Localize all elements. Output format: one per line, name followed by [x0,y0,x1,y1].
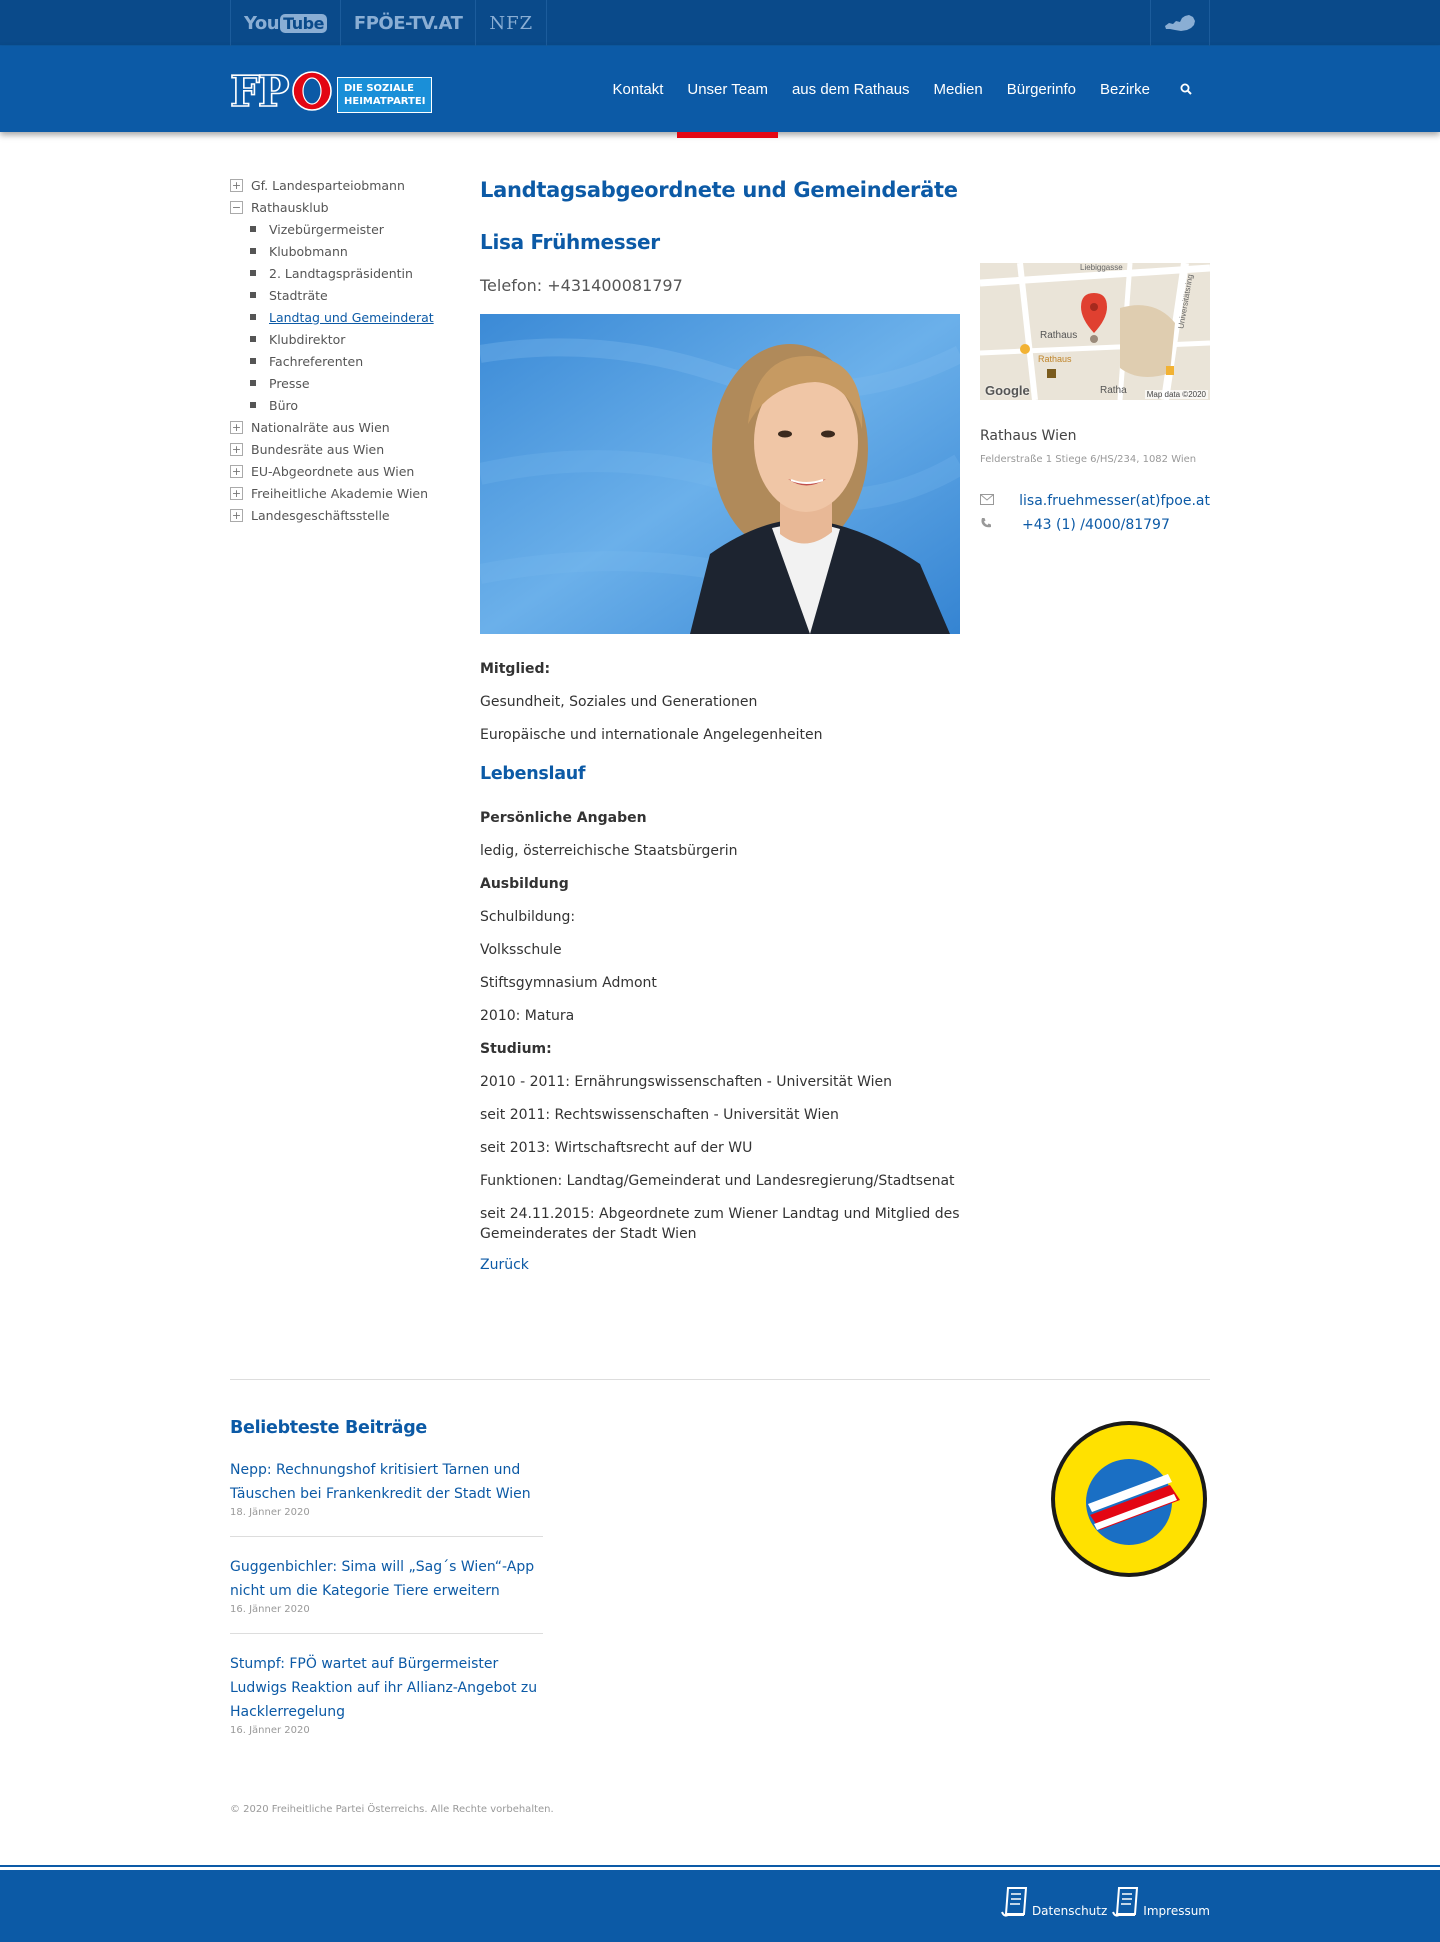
back-link[interactable]: Zurück [480,1257,529,1273]
nav-unser-team[interactable]: Unser Team [677,46,778,132]
cv-line: ledig, österreichische Staatsbürgerin [480,843,738,859]
datenschutz-label: Datenschutz [1031,1904,1108,1918]
logo-tagline-line1: DIE SOZIALE [344,82,414,94]
cv-line: seit 24.11.2015: Abgeordnete zum Wiener Landtag und Mitglied des Gemeinderates der Stadt Wien [480,1206,960,1242]
envelope-icon [980,493,1019,509]
fpo-logo[interactable] [230,70,432,119]
sidebar-subitem-stadtraete[interactable] [230,284,480,306]
cv-line: 2010: Matura [480,1008,575,1024]
sidebar-subitem-landtag-gemeinderat[interactable] [230,306,480,328]
sidebar-item-eu-abgeordnete[interactable] [230,460,480,482]
post-date: 18. Jänner 2020 [230,1507,310,1518]
portrait-illustration [480,314,960,634]
sidebar-item-label[interactable]: Fachreferenten [269,353,364,369]
nav-kontakt[interactable]: Kontakt [612,80,664,98]
email-link[interactable]: lisa.fruehmesser(at)fpoe.at [1019,493,1210,509]
fpo-logo-wordmark [230,70,335,119]
post-date: 16. Jänner 2020 [230,1725,310,1736]
person-telefon: Telefon: +431400081797 [480,276,683,295]
map-image [980,263,1210,400]
map-street-label: Liebiggasse [1080,263,1123,272]
sidebar-item-label[interactable]: Vizebürgermeister [269,221,384,237]
nav-medien[interactable]: Medien [933,80,983,98]
sidebar-item-label[interactable]: Bundesräte aus Wien [251,441,385,457]
sidebar-item-landesparteiobmann[interactable] [230,174,480,196]
post-link[interactable]: Stumpf: FPÖ wartet auf Bürgermeister Ludwigs Reaktion auf ihr Allianz-Angebot zu Hacklerregelung [230,1656,538,1720]
campaign-badge [1050,1420,1210,1580]
main-header [0,46,1440,132]
phone-icon [980,517,1022,533]
person-name: Lisa Frühmesser [480,230,660,254]
map-place-label: Rathaus [1040,330,1078,341]
popular-posts-title: Beliebteste Beiträge [230,1418,427,1438]
location-map[interactable] [980,263,1210,400]
search-button[interactable] [1164,46,1210,132]
post-item [230,1458,543,1537]
austria-map-icon [1163,12,1197,34]
expand-icon[interactable]: + [231,464,242,478]
expand-icon[interactable]: + [231,486,242,500]
expand-icon[interactable]: + [231,178,242,192]
sidebar-item-label[interactable]: Nationalräte aus Wien [251,419,390,435]
youtube-logo-tube: Tube [280,14,327,33]
expand-icon[interactable]: + [231,508,242,522]
svg-text:FP: FP [230,70,288,112]
contact-phone-row [980,513,1210,537]
location-name: Rathaus Wien [980,428,1077,444]
collapse-icon[interactable]: − [231,200,242,214]
post-item [230,1555,543,1634]
sidebar-item-nationalraete[interactable] [230,416,480,438]
sidebar-subitem-buero[interactable] [230,394,480,416]
sidebar-item-label[interactable]: Landtag und Gemeinderat [269,309,434,325]
nav-buergerinfo[interactable]: Bürgerinfo [1006,80,1076,98]
sidebar-item-label[interactable]: Büro [269,397,299,413]
cv-line: Funktionen: Landtag/Gemeinderat und Landesregierung/Stadtsenat [480,1173,955,1189]
cv-line: Ausbildung [480,876,569,892]
google-logo: Google [985,383,1030,398]
cv-line: Stiftsgymnasium Admont [480,975,657,991]
sidebar-item-label[interactable]: Presse [269,375,310,391]
bullet-icon [250,314,256,320]
cv-line: Studium: [480,1041,552,1057]
logo-tagline [337,77,432,113]
post-link[interactable]: Guggenbichler: Sima will „Sag´s Wien“-App nicht um die Kategorie Tiere erweitern [230,1559,535,1599]
datenschutz-link[interactable] [1000,1886,1107,1918]
sidebar-item-label[interactable]: Rathausklub [251,199,329,215]
bio-section [480,659,960,1273]
bullet-icon [250,336,256,342]
sidebar-nav [230,174,480,1273]
campaign-badge-logo [1050,1420,1208,1578]
section-title: Landtagsabgeordnete und Gemeinderäte [480,178,958,202]
post-date: 16. Jänner 2020 [230,1604,310,1615]
fpoe-tv-link[interactable]: FPÖE-TV.AT [340,0,475,46]
sidebar-item-label[interactable]: 2. Landtagspräsidentin [269,265,413,281]
sidebar-subitem-vizebuergermeister[interactable] [230,218,480,240]
cv-line: Persönliche Angaben [480,810,647,826]
bullet-icon [250,402,256,408]
cv-line: Volksschule [480,942,562,958]
sidebar-subitem-fachreferenten[interactable] [230,350,480,372]
document-icon [1111,1886,1141,1918]
contact-email-row [980,489,1210,513]
nav-bezirke[interactable]: Bezirke [1099,80,1150,98]
sidebar-item-label[interactable]: Freiheitliche Akademie Wien [251,485,429,501]
top-bar [0,0,1440,46]
sidebar-subitem-landtagspraesidentin[interactable] [230,262,480,284]
sidebar-item-label[interactable]: EU-Abgeordnete aus Wien [251,463,415,479]
cv-line: seit 2011: Rechtswissenschaften - Universität Wien [480,1107,839,1123]
bullet-icon [250,380,256,386]
sidebar-item-label[interactable]: Landesgeschäftsstelle [251,507,390,523]
member-label: Mitglied: [480,661,551,677]
expand-icon[interactable]: + [231,420,242,434]
youtube-logo-you: You [244,12,280,34]
bullet-icon [250,292,256,298]
cv-line: Schulbildung: [480,909,576,925]
cv-line: seit 2013: Wirtschaftsrecht auf der WU [480,1140,753,1156]
sidebar-subitem-klubobmann[interactable] [230,240,480,262]
map-place-label: Rathaus [1038,354,1072,364]
sidebar-item-label[interactable]: Stadträte [269,287,328,303]
cv-line: 2010 - 2011: Ernährungswissenschaften - Universität Wien [480,1074,892,1090]
sidebar-item-landesgeschaeftsstelle[interactable] [230,504,480,526]
footer [230,1380,1210,1772]
post-link[interactable]: Nepp: Rechnungshof kritisiert Tarnen und Täuschen bei Frankenkredit der Stadt Wien [230,1462,531,1502]
map-place-label: Ratha [1100,385,1127,396]
copyright: © 2020 Freiheitliche Partei Österreichs. Alle Rechte vorbehalten. [230,1804,554,1815]
bullet-icon [250,248,256,254]
member-committee: Europäische und internationale Angelegenheiten [480,727,823,743]
sidebar-item-bundesraete[interactable] [230,438,480,460]
nfz-link[interactable]: NFZ [475,0,547,46]
contact-block [980,489,1210,537]
search-icon [1180,83,1192,95]
expand-icon[interactable]: + [231,442,242,456]
sidebar-subitem-presse[interactable] [230,372,480,394]
sidebar-item-label[interactable]: Klubdirektor [269,331,346,347]
sidebar-item-label[interactable]: Gf. Landesparteiobmann [251,177,405,193]
impressum-link[interactable] [1111,1886,1210,1918]
cv-title: Lebenslauf [480,764,586,784]
fpo-logo-glyphs [230,70,335,112]
document-icon [1000,1886,1030,1918]
location-address: Felderstraße 1 Stiege 6/HS/234, 1082 Wien [980,454,1197,465]
sidebar-subitem-klubdirektor[interactable] [230,328,480,350]
austria-map-link[interactable] [1150,0,1210,46]
sidebar-item-label[interactable]: Klubobmann [269,243,348,259]
map-street-label: Universitätsring [1176,273,1195,330]
content [480,174,1210,1273]
member-committee: Gesundheit, Soziales und Generationen [480,694,758,710]
portrait-photo [480,314,960,634]
bullet-icon [250,270,256,276]
sidebar-item-rathausklub[interactable] [230,196,480,218]
bottom-bar [0,1867,1440,1942]
popular-posts-list [230,1458,543,1754]
youtube-link[interactable] [230,0,340,46]
impressum-label: Impressum [1143,1904,1210,1918]
phone-link[interactable]: +43 (1) /4000/81797 [1022,517,1170,533]
map-attribution: Map data ©2020 [1146,390,1206,399]
logo-tagline-line2: HEIMATPARTEI [344,95,426,107]
main-nav [599,46,1211,132]
bullet-icon [250,358,256,364]
post-item [230,1652,543,1754]
nav-aus-dem-rathaus[interactable]: aus dem Rathaus [791,80,910,98]
sidebar-item-akademie[interactable] [230,482,480,504]
bullet-icon [250,226,256,232]
